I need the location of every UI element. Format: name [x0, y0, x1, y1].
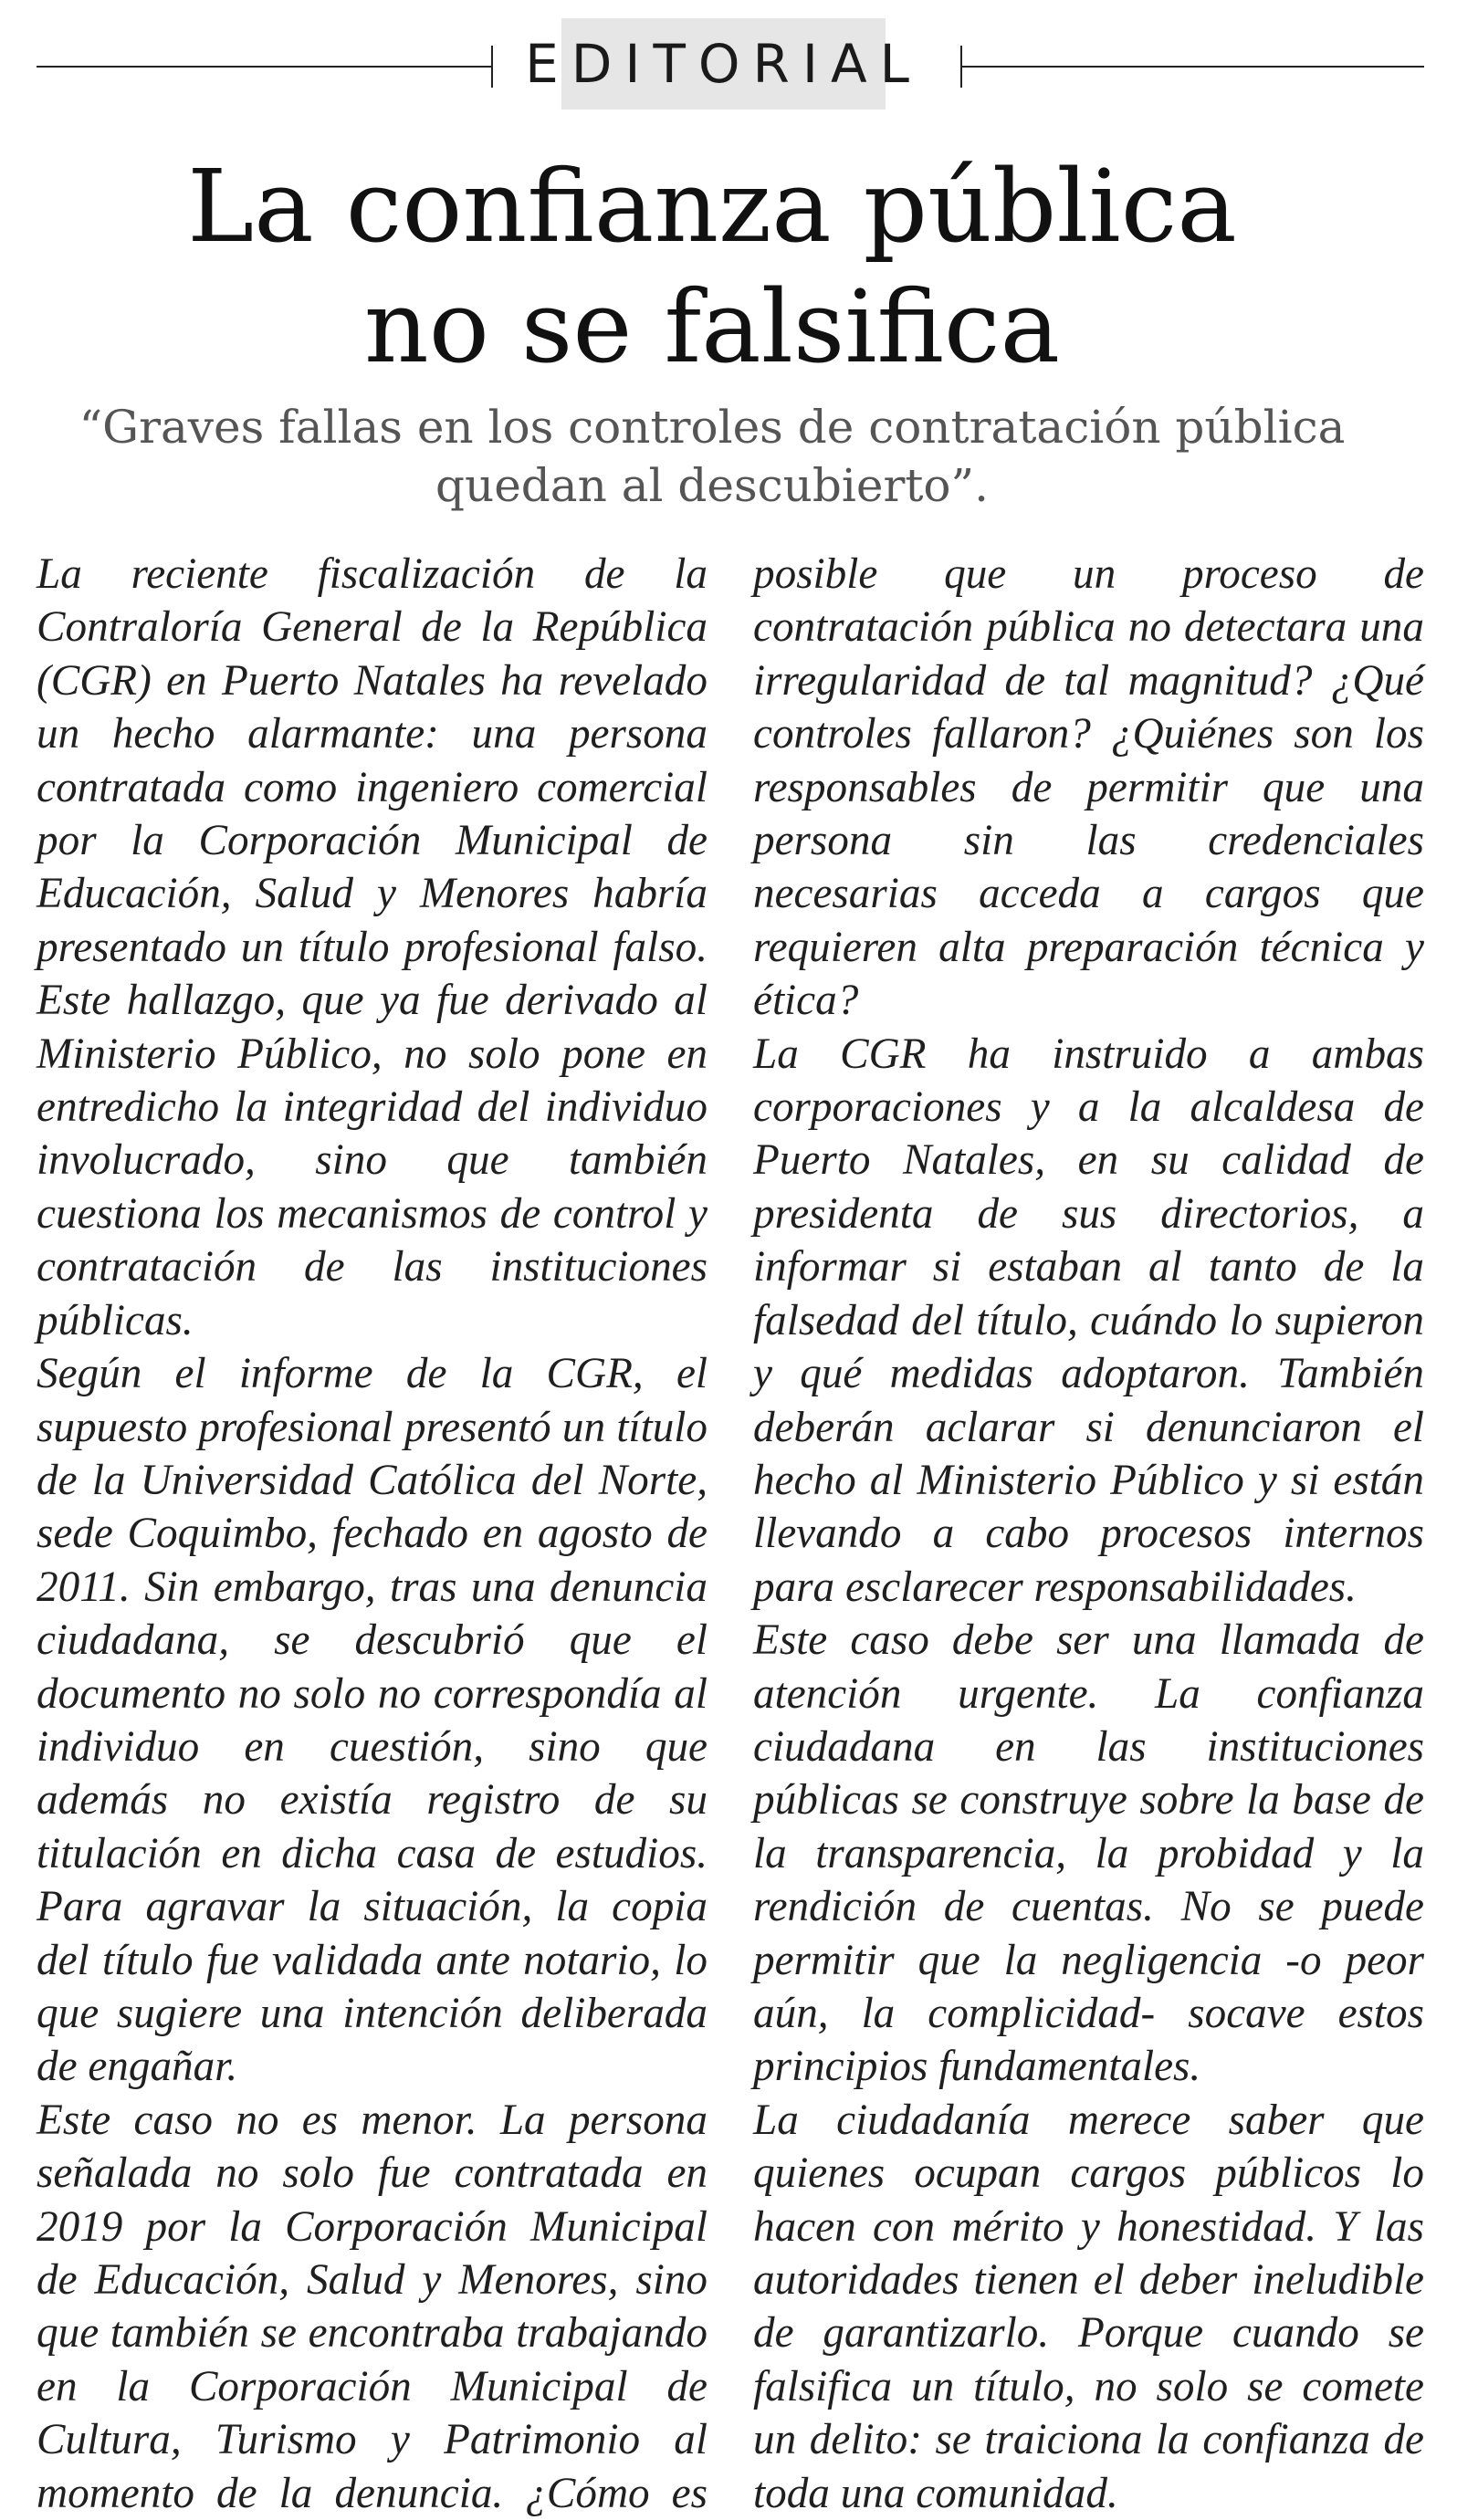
paragraph: Este caso debe ser una llamada de atención urgente. La confianza ciudadana en las instituciones públicas se construye sobre la base de la transparencia, la probidad y la rendición de cuentas. No se puede permitir que la negligencia -o peor aún, la complicidad- socave estos principios fundamentales. [753, 1616, 1424, 2091]
headline [55, 146, 1369, 387]
paragraph: Este caso no es menor. La persona señalada no solo fue contratada en 2019 por la Corporación Municipal de Educación, Salud y Menores, sino que también se encontraba trabajando en la Corporación Municipal de Cultura, Turismo y Patrimonio al momento de la denuncia. ¿Cómo es [37, 2096, 708, 2517]
headline-line-1: La confianza pública [187, 148, 1237, 265]
section-rule-right [960, 66, 1424, 68]
section-label: EDITORIAL [561, 18, 886, 110]
deck-line-1: “Graves fallas en los controles de contratación pública [79, 401, 1346, 454]
column-right [753, 548, 1424, 2520]
deck-line-2: quedan al descubierto”. [435, 459, 989, 512]
paragraph: posible que un proceso de contratación pública no detectara una irregularidad de tal magnitud? ¿Qué controles fallaron? ¿Quiénes son los responsables de permitir que una persona sin las credenciales necesarias acceda a cargos que requieren alta preparación técnica y ética? [753, 550, 1424, 1025]
paragraph: Según el informe de la CGR, el supuesto profesional presentó un título de la Universidad Católica del Norte, sede Coquimbo, fechado en agosto de 2011. Sin embargo, tras una denuncia ciudadana, se descubrió que el documento no solo no correspondía al individuo en cuestión, sino que además no existía registro de su titulación en dicha casa de estudios. Para agravar la situación, la copia del título fue validada ante notario, lo que sugiere una intención deliberada de engañar. [37, 1350, 708, 2091]
paragraph: La CGR ha instruido a ambas corporaciones y a la alcaldesa de Puerto Natales, en su calidad de presidenta de sus directorios, a informar si estaban al tanto de la falsedad del título, cuándo lo supieron y qué medidas adoptaron. También deberán aclarar si denunciaron el hecho al Ministerio Público y si están llevando a cabo procesos internos para esclarecer responsabilidades. [753, 1030, 1424, 1611]
column-left [37, 548, 708, 2520]
section-rule-left-tick [491, 46, 493, 88]
paragraph: La ciudadanía merece saber que quienes ocupan cargos públicos lo hacen con mérito y honestidad. Y las autoridades tienen el deber ineludible de garantizarlo. Porque cuando se falsifica un título, no solo se comete un delito: se traiciona la confianza de toda una comunidad. [753, 2096, 1424, 2517]
headline-line-2: no se falsifica [363, 268, 1061, 385]
paragraph: La reciente fiscalización de la Contraloría General de la República (CGR) en Puerto Natales ha revelado un hecho alarmante: una persona contratada como ingeniero comercial por la Corporación Municipal de Educación, Salud y Menores habría presentado un título profesional falso. Este hallazgo, que ya fue derivado al Ministerio Público, no solo pone en entredicho la integridad del individuo involucrado, sino que también cuestiona los mecanismos de control y contratación de las instituciones públicas. [37, 550, 708, 1344]
section-rule-left [37, 66, 493, 68]
article-body [37, 548, 1424, 2517]
deck-quote [55, 398, 1369, 515]
